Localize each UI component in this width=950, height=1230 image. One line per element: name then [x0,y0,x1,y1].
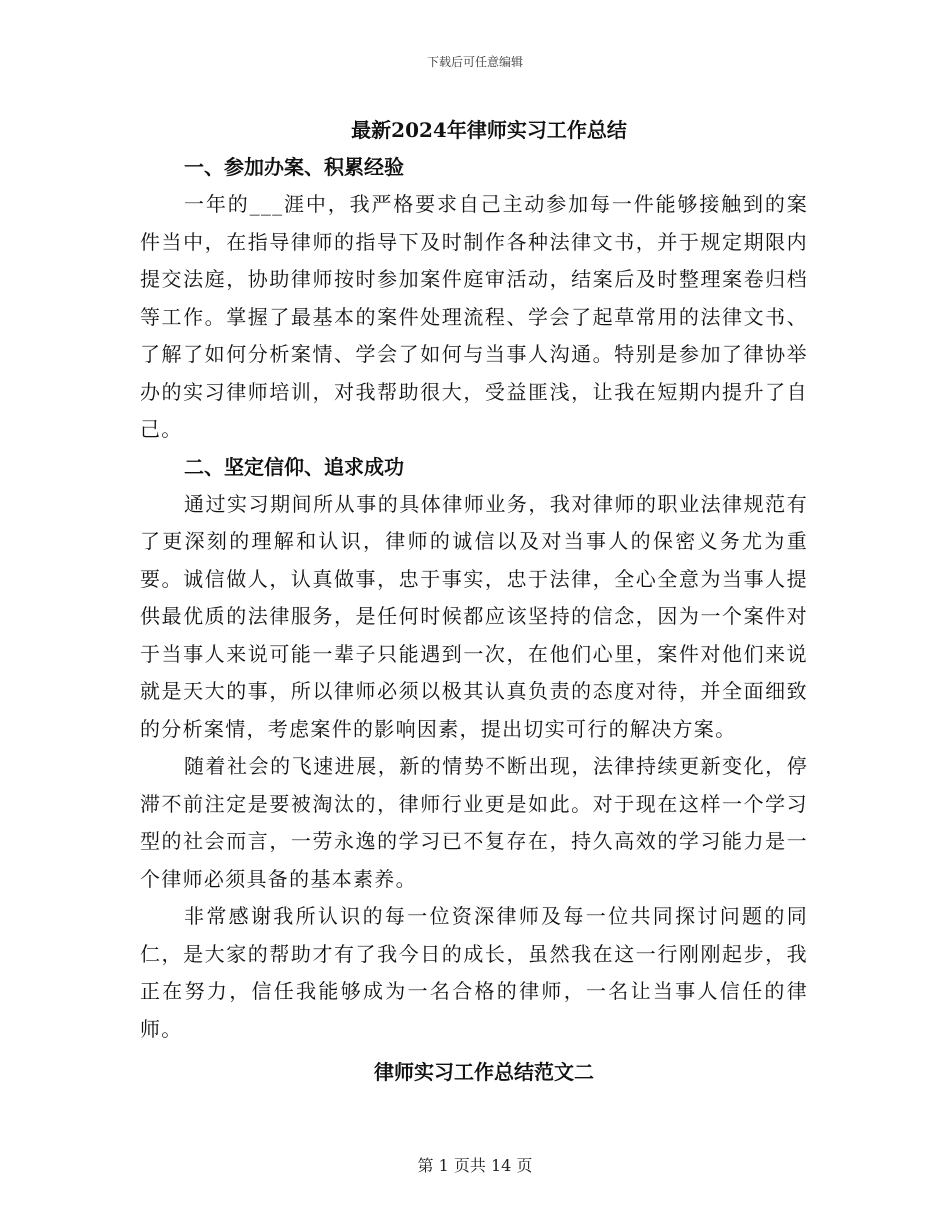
section2-paragraph-3: 非常感谢我所认识的每一位资深律师及每一位共同探讨问题的同仁，是大家的帮助才有了我今日的成长，虽然我在这一行刚刚起步，我正在努力，信任我能够成为一名合格的律师，一名让当事人信任的律师。 [140,904,808,1041]
section-heading-1: 一、参加办案、积累经验 [184,155,404,179]
download-edit-note: 下载后可任意编辑 [426,55,523,69]
page-number-footer: 第 1 页共 14 页 [417,1156,533,1175]
section1-paragraph-1: 一年的___涯中，我严格要求自己主动参加每一件能够接触到的案件当中，在指导律师的指导下及时制作各种法律文书，并于规定期限内提交法庭，协助律师按时参加案件庭审活动，结案后及时整理案卷归档等工作。掌握了最基本的案件处理流程、学会了起草常用的法律文书、了解了如何分析案情、学会了如何与当事人沟通。特别是参加了律协举办的实习律师培训，对我帮助很大，受益匪浅，让我在短期内提升了自己。 [140,192,808,441]
document-title: 最新2024年律师实习工作总结 [351,118,627,142]
section2-paragraph-2: 随着社会的飞速进展，新的情势不断出现，法律持续更新变化，停滞不前注定是要被淘汰的，律师行业更是如此。对于现在这样一个学习型的社会而言，一劳永逸的学习已不复存在，持久高效的学习能力是一个律师必须具备的基本素养。 [140,754,808,891]
section-heading-2: 二、坚定信仰、追求成功 [184,454,404,479]
section2-paragraph-1: 通过实习期间所从事的具体律师业务，我对律师的职业法律规范有了更深刻的理解和认识，律师的诚信以及对当事人的保密义务尤为重要。诚信做人，认真做事，忠于事实，忠于法律，全心全意为当事人提供最优质的法律服务，是任何时候都应该坚持的信念，因为一个案件对于当事人来说可能一辈子只能遇到一次，在他们心里，案件对他们来说就是天大的事，所以律师必须以极其认真负责的态度对待，并全面细致的分析案情，考虑案件的影响因素，提出切实可行的解决方案。 [140,491,808,741]
next-article-title: 律师实习工作总结范文二 [374,1060,594,1084]
document-body [140,112,808,1091]
